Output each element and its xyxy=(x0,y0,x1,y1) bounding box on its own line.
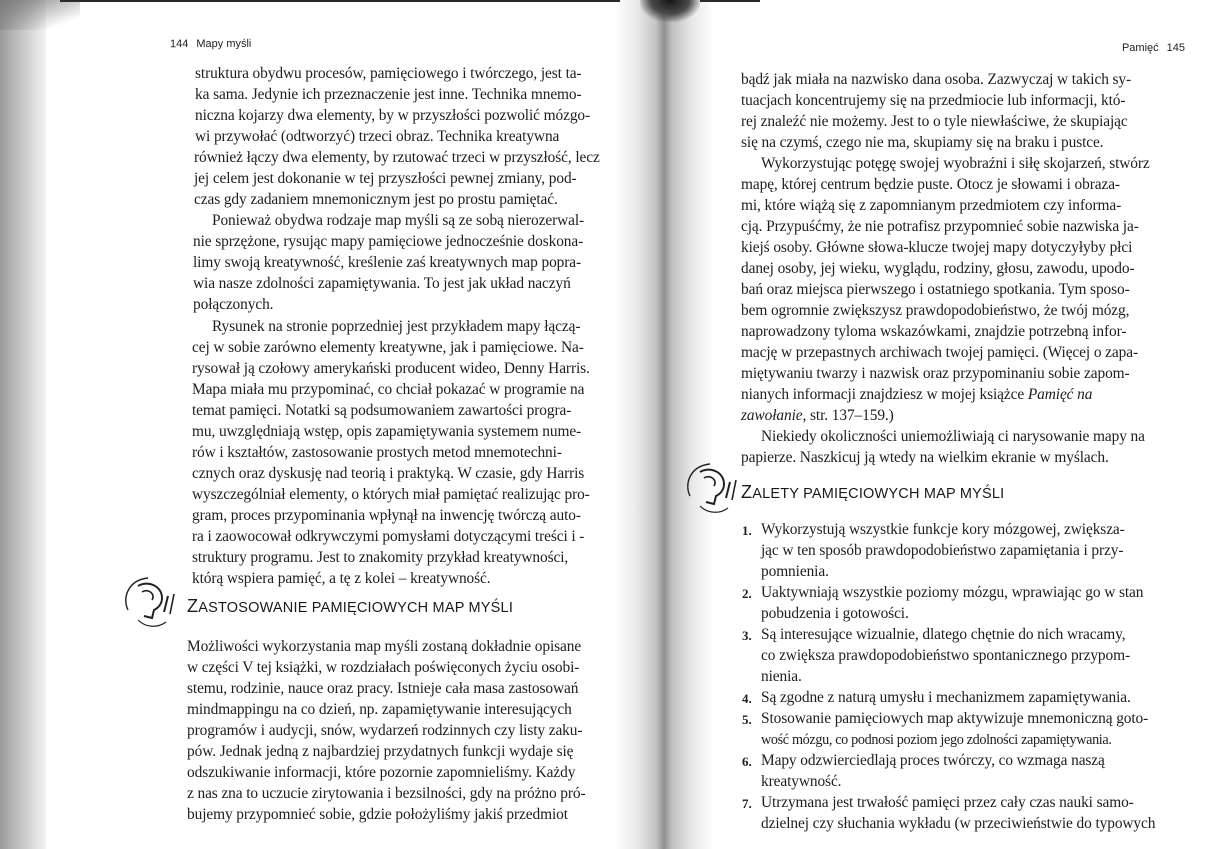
left-running-head xyxy=(170,38,251,50)
citation-lead: nianych informacji znajdziesz w mojej książce xyxy=(741,386,1025,403)
text-line: w części V tej książki, w rozdziałach poświęconych życiu osobi- xyxy=(187,659,580,676)
left-running-title: Mapy myśli xyxy=(196,37,252,51)
list-item-line: jąc w ten sposób prawdopodobieństwo zapamiętania i przy- xyxy=(761,542,1124,559)
list-item-line: kreatywność. xyxy=(761,773,842,790)
text-line: tuacjach koncentrujemy się na przedmiocie lub informacji, któ- xyxy=(741,92,1126,109)
top-page-edge-left xyxy=(60,0,620,2)
list-item-number: 5. xyxy=(742,712,752,727)
book-title-continued: zawołanie xyxy=(741,407,803,424)
text-line: również łączy dwa elementy, by rzutować trzeci w przyszłość, lecz xyxy=(194,149,600,166)
text-line: naprowadzony tyloma wskazówkami, znajdzie potrzebną infor- xyxy=(741,323,1127,340)
scan-left-edge-shadow xyxy=(0,0,46,849)
list-item-line: Utrzymana jest trwałość pamięci przez cały czas nauki samo- xyxy=(761,794,1134,811)
list-item-line: nienia. xyxy=(761,668,802,685)
text-line: Mapa miała mu przypominać, co chciał pokazać w programie na xyxy=(192,381,585,398)
right-running-head xyxy=(1122,42,1185,54)
list-item-line: Stosowanie pamięciowych map aktywizuje mnemoniczną goto- xyxy=(761,710,1149,727)
right-running-title: Pamięć xyxy=(1121,42,1159,54)
text-line: z nas zna to uczucie zirytowania i bezsilności, gdy na próżno pró- xyxy=(187,785,586,802)
text-line: się na czymś, czego nie ma, skupiamy się na braku i pustce. xyxy=(741,134,1104,151)
text-line: którą wspiera pamięć, a tę z kolei – kreatywność. xyxy=(192,570,491,587)
heading-initial: Z xyxy=(187,596,199,616)
text-line: programów i audycji, snów, wydarzeń rodzinnych czy listy zaku- xyxy=(187,722,583,739)
list-item-line: pobudzenia i gotowości. xyxy=(761,605,909,622)
head-profile-icon xyxy=(118,572,178,632)
text-line: wi przywołać (odtworzyć) trzeci obraz. Technika kreatywna xyxy=(195,128,560,145)
text-line: odszukiwanie informacji, które pozornie zapomnieliśmy. Każdy xyxy=(187,764,576,781)
text-line: cją. Przypuśćmy, że nie potrafisz przypomnieć sobie nazwiska ja- xyxy=(741,218,1139,235)
text-line: Niekiedy okoliczności uniemożliwiają ci narysowanie mapy na xyxy=(761,428,1145,445)
text-line: bujemy przypomnieć sobie, gdzie położyliśmy jakiś przedmiot xyxy=(187,806,568,823)
list-item-line: Są zgodne z naturą umysłu i mechanizmem zapamiętywania. xyxy=(761,689,1131,706)
text-line xyxy=(741,406,894,426)
text-line: niczna kojarzy dwa elementy, by w przyszłości pozwolić mózgo- xyxy=(195,107,591,124)
text-line: bądź jak miała na nazwisko dana osoba. Zazwyczaj w takich sy- xyxy=(741,71,1132,88)
list-item-number: 3. xyxy=(742,628,752,643)
book-gutter-shadow xyxy=(614,0,714,849)
text-line: limy swoją kreatywność, kreślenie zaś kreatywnych map popra- xyxy=(193,254,582,271)
top-page-edge-right xyxy=(700,0,760,2)
text-line: papierze. Naszkicuj ją wtedy na wielkim ekranie w myślach. xyxy=(741,449,1109,466)
text-line: ka sama. Jedynie ich przeznaczenie jest inne. Technika mnemo- xyxy=(195,86,582,103)
list-item-line: dzielnej czy słuchania wykładu (w przeciwieństwie do typowych xyxy=(761,815,1156,832)
right-section-heading xyxy=(741,482,1004,503)
text-line: mu, uwzględniają wstęp, opis zapamiętywania systemem nume- xyxy=(192,423,582,440)
text-line: cej w sobie zarówno elementy kreatywne, jak i pamięciowe. Na- xyxy=(192,339,584,356)
text-line: wia nasze zdolności zapamiętywania. To jest jak układ naczyń xyxy=(193,275,571,292)
text-line: ra i zaowocował odkrywczymi pomysłami dotyczącymi treści i - xyxy=(192,528,585,545)
text-line: Rysunek na stronie poprzedniej jest przykładem mapy łączą- xyxy=(212,318,581,335)
text-line: Wykorzystując potęgę swojej wyobraźni i siłę skojarzeń, stwórz xyxy=(761,155,1150,172)
heading-rest: ASTOSOWANIE PAMIĘCIOWYCH MAP MYŚLI xyxy=(198,600,514,616)
scan-corner-shadow xyxy=(0,0,80,30)
text-line: temat pamięci. Notatki są podsumowaniem zawartości progra- xyxy=(192,402,572,419)
text-line xyxy=(741,385,1092,405)
text-line: połączonych. xyxy=(193,296,274,313)
list-item-line: Uaktywniają wszystkie poziomy mózgu, wprawiając go w stan xyxy=(761,584,1144,601)
book-gutter-top-shadow xyxy=(640,0,700,22)
text-line: mację w przepastnych archiwach twojej pamięci. (Więcej o zapa- xyxy=(741,344,1138,361)
list-item-number: 1. xyxy=(742,523,752,538)
text-line: jej celem jest dokonanie w tej przyszłości pewnej zmiany, pod- xyxy=(194,170,577,187)
heading-initial: Z xyxy=(741,482,753,502)
text-line: bem ogromnie zwiększysz prawdopodobieństwo, że twój mózg, xyxy=(741,302,1130,319)
text-line: Ponieważ obydwa rodzaje map myśli są ze sobą nierozerwal- xyxy=(212,212,585,229)
list-item-number: 4. xyxy=(742,691,752,706)
list-item-line: Są interesujące wizualnie, dlatego chętnie do nich wracamy, xyxy=(761,626,1126,643)
text-line: bań oraz miejsca pierwszego i ostatniego spotkania. Tym sposo- xyxy=(741,281,1130,298)
text-line: wyszczególniał elementy, o których miał pamiętać realizując pro- xyxy=(192,486,590,503)
list-item-number: 6. xyxy=(742,754,752,769)
text-line: danej osoby, jej wieku, wyglądu, rodziny, głosu, zawodu, upodo- xyxy=(741,260,1135,277)
left-section-heading xyxy=(187,596,513,617)
text-line: Możliwości wykorzystania map myśli zostaną dokładnie opisane xyxy=(187,638,582,655)
list-item-number: 7. xyxy=(742,796,752,811)
text-line: struktury programu. Jest to znakomity przykład kreatywności, xyxy=(192,549,569,566)
text-line: mi, które wiążą się z zapomnianym przedmiotem czy informa- xyxy=(741,197,1122,214)
text-line: struktura obydwu procesów, pamięciowego i twórczego, jest ta- xyxy=(195,65,582,82)
text-line: nie sprzężone, rysując mapy pamięciowe jednocześnie doskona- xyxy=(193,233,584,250)
text-line: kiejś osoby. Główne słowa-klucze twojej mapy dotyczyłyby płci xyxy=(741,239,1133,256)
text-line: rysował ją czołowy amerykański producent wideo, Denny Harris. xyxy=(192,360,590,377)
book-title: Pamięć na xyxy=(1027,386,1093,403)
list-item-line: pomnienia. xyxy=(761,563,829,580)
text-line: miętywaniu twarzy i nazwisk oraz przypominaniu sobie zapom- xyxy=(741,365,1130,382)
text-line: rów i kształtów, zastosowanie prostych metod mnemotechni- xyxy=(192,444,562,461)
text-line: pów. Jednak jedną z najbardziej przydatnych funkcji wydaje się xyxy=(187,743,574,760)
head-profile-icon xyxy=(680,458,740,518)
text-line: mindmappingu na co dzień, np. zapamiętywanie interesujących xyxy=(187,701,572,718)
list-item-line: Mapy odzwierciedlają proces twórczy, co wzmaga naszą xyxy=(761,752,1105,769)
list-item-line: wość mózgu, co podnosi poziom jego zdolności zapamiętywania. xyxy=(761,732,1112,748)
list-item-line: co zwiększa prawdopodobieństwo spontanicznego przypom- xyxy=(761,647,1130,664)
text-line: stemu, rodzinie, nauce oraz pracy. Istnieje cała masa zastosowań xyxy=(187,680,579,697)
list-item-number: 2. xyxy=(742,586,752,601)
text-line: mapę, której centrum będzie puste. Otocz je słowami i obraza- xyxy=(741,176,1120,193)
list-item-line: Wykorzystują wszystkie funkcje kory mózgowej, zwiększa- xyxy=(761,521,1125,538)
text-line: gram, proces przypominania wpłynął na inwencję twórczą auto- xyxy=(192,507,581,524)
right-page-number: 145 xyxy=(1166,42,1185,54)
text-line: czas gdy zadaniem mnemonicznym jest po prostu pamiętać. xyxy=(194,191,558,208)
left-page-number: 144 xyxy=(169,38,189,51)
citation-pages: , str. 137–159.) xyxy=(802,407,894,424)
text-line: cznych oraz dyskusję nad teorią i praktyką. W czasie, gdy Harris xyxy=(192,465,585,482)
text-line: rej znaleźć nie możemy. Jest to o tyle niewłaściwe, że skupiając xyxy=(741,113,1128,130)
heading-rest: ALETY PAMIĘCIOWYCH MAP MYŚLI xyxy=(752,486,1005,502)
